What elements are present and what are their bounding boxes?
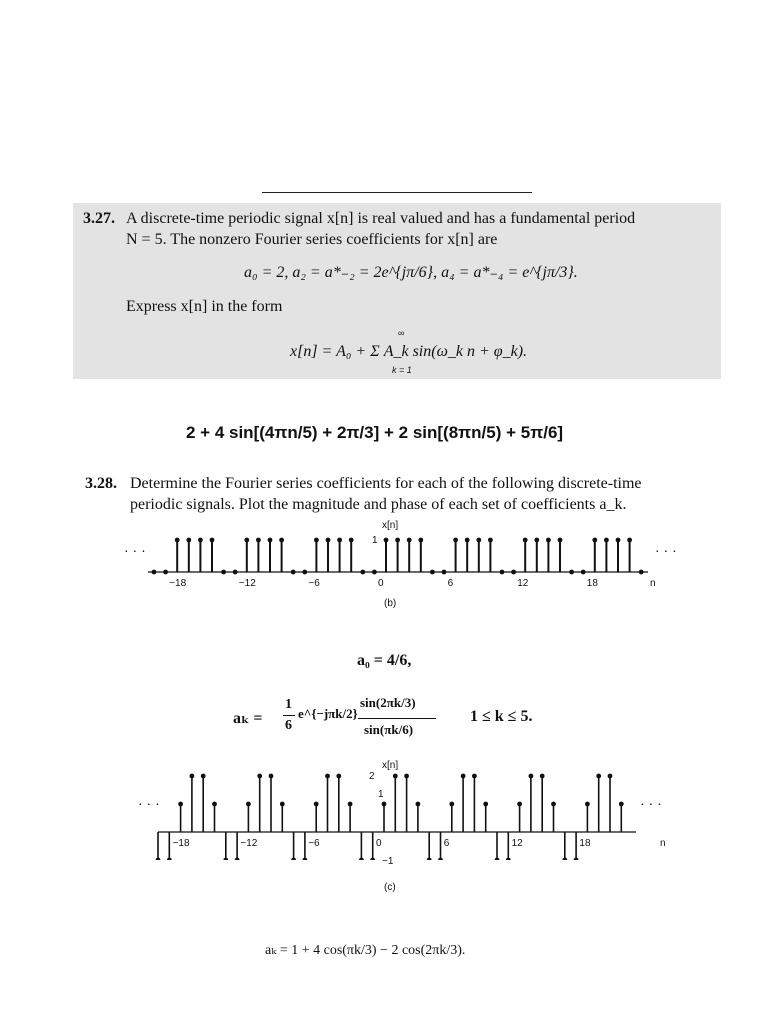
answer-b-sin-den: sin(πk/6) xyxy=(364,722,414,737)
plot-c-tick-label: 12 xyxy=(511,838,523,849)
plot-b-tick-label: 6 xyxy=(447,578,454,589)
plot-c-stem-dot xyxy=(257,774,262,779)
plot-c-stem-dot xyxy=(596,774,601,779)
plot-c-stem-dot xyxy=(449,802,454,807)
plot-c-stem-dot xyxy=(314,802,319,807)
plot-c-tick-label: 6 xyxy=(443,838,450,849)
plot-b-zero-dot xyxy=(372,570,377,575)
plot-c-stem-dot xyxy=(370,858,375,860)
plot-c-stem-dot xyxy=(269,774,274,779)
plot-c-stem-dot xyxy=(190,774,195,779)
plot-c-stem-dot xyxy=(382,802,387,807)
plot-c-stem-dot xyxy=(540,774,545,779)
plot-b-stem-dot xyxy=(384,538,389,543)
problem-3-28-line2: periodic signals. Plot the magnitude and phase of each set of coefficients a_k. xyxy=(130,496,627,513)
plot-b-stem-dot xyxy=(418,538,423,543)
plot-b-ylabel: x[n] xyxy=(382,520,399,531)
plot-b-stem-dot xyxy=(616,538,621,543)
plot-b-stem-dot xyxy=(546,538,551,543)
plot-b-stem-dot xyxy=(476,538,481,543)
sum-upper-limit: ∞ xyxy=(398,328,405,338)
plot-c-tick-label: 0 xyxy=(376,838,382,849)
plot-b-tick-label: 0 xyxy=(378,578,384,589)
plot-c-stem-dot xyxy=(359,858,364,860)
plot-b-tick-label: −6 xyxy=(308,578,320,589)
plot-b-stem-dot xyxy=(558,538,563,543)
plot-c-stem-dot xyxy=(506,858,511,860)
plot-c-stem-dot xyxy=(585,802,590,807)
plot-c-stem-dot xyxy=(416,802,421,807)
plot-c-stem-dot xyxy=(529,774,534,779)
plot-b-stem-dot xyxy=(279,538,284,543)
plot-b-zero-dot xyxy=(360,570,365,575)
plot-c-stem-dot xyxy=(156,858,161,860)
plot-b-tick-label: 18 xyxy=(586,578,598,589)
plot-c-stem-dot xyxy=(201,774,206,779)
answer-b-frac-bar xyxy=(283,715,295,716)
plot-b-level-1-label: 1 xyxy=(372,535,378,546)
plot-b-stem-dot xyxy=(349,538,354,543)
answer-3-27: 2 + 4 sin[(4πn/5) + 2π/3] + 2 sin[(8πn/5) + 5π/6] xyxy=(186,423,564,442)
coefficients-equation: a₀ = 2, a₂ = a*₋₂ = 2e^{jπ/6}, a₄ = a*₋₄ = e^{jπ/3}. xyxy=(244,264,578,281)
plot-c-stem-dot xyxy=(393,774,398,779)
stem-plot-b xyxy=(0,520,768,610)
plot-c-level-2-label: 2 xyxy=(369,771,375,782)
plot-c-stem-dot xyxy=(291,858,296,860)
plot-c-stem-dot xyxy=(336,774,341,779)
plot-b-stem-dot xyxy=(186,538,191,543)
plot-b-stem-dot xyxy=(534,538,539,543)
plot-c-stem-dot xyxy=(223,858,228,860)
plot-b-zero-dot xyxy=(152,570,157,575)
plot-c-level-neg1-label: −1 xyxy=(382,856,394,867)
problem-3-28-line1: Determine the Fourier series coefficients for each of the following discrete-time xyxy=(130,475,642,492)
plot-c-stem-dot xyxy=(438,858,443,860)
plot-b-stem-dot xyxy=(604,538,609,543)
plot-b-zero-dot xyxy=(500,570,505,575)
problem-number-3-28: 3.28. xyxy=(85,475,117,492)
plot-c-stem-dot xyxy=(483,802,488,807)
plot-c-stem-dot xyxy=(167,858,172,860)
plot-b-stem-dot xyxy=(592,538,597,543)
plot-b-stem-dot xyxy=(244,538,249,543)
answer-b-ak-lhs: aₖ = xyxy=(233,710,263,727)
plot-c-stem-dot xyxy=(212,802,217,807)
plot-c-tick-label: −6 xyxy=(308,838,320,849)
separator-rule xyxy=(262,192,532,193)
plot-c-tick-label: −12 xyxy=(240,838,258,849)
plot-c-stem-dot xyxy=(246,802,251,807)
plot-c-stem-dot xyxy=(404,774,409,779)
plot-c-stem-dot xyxy=(280,802,285,807)
plot-b-stem-dot xyxy=(198,538,203,543)
plot-c-caption: (c) xyxy=(384,882,396,893)
answer-b-exponential: e^{−jπk/2} xyxy=(298,706,358,721)
plot-b-stem-dot xyxy=(314,538,319,543)
plot-b-stem-dot xyxy=(488,538,493,543)
plot-c-stem-dot xyxy=(427,858,432,860)
plot-b-stem-dot xyxy=(523,538,528,543)
plot-c-stem-dot xyxy=(303,858,308,860)
plot-c-stem-dot xyxy=(472,774,477,779)
plot-c-ylabel: x[n] xyxy=(382,760,399,771)
plot-c-tick-label: −18 xyxy=(172,838,190,849)
plot-b-stem-dot xyxy=(337,538,342,543)
plot-b-stem-dot xyxy=(326,538,331,543)
plot-b-stem-dot xyxy=(210,538,215,543)
plot-b-stem-dot xyxy=(465,538,470,543)
sum-lower-limit: k = 1 xyxy=(392,365,412,375)
plot-c-stem-dot xyxy=(619,802,624,807)
plot-b-stem-dot xyxy=(395,538,400,543)
plot-c-stem-dot xyxy=(495,858,500,860)
plot-b-xlabel: n xyxy=(650,578,656,589)
plot-b-tick-label: 12 xyxy=(517,578,529,589)
plot-b-zero-dot xyxy=(442,570,447,575)
plot-b-zero-dot xyxy=(302,570,307,575)
form-equation: x[n] = A₀ + Σ A_k sin(ω_k n + φ_k). xyxy=(290,343,528,360)
answer-b-a0: a₀ = 4/6, xyxy=(357,652,412,669)
plot-b-stem-dot xyxy=(407,538,412,543)
plot-b-caption: (b) xyxy=(384,598,397,609)
plot-c-left-ellipsis: · · · xyxy=(138,795,160,811)
plot-b-tick-label: −12 xyxy=(238,578,256,589)
plot-c-stem-dot xyxy=(551,802,556,807)
plot-c-stem-dot xyxy=(325,774,330,779)
problem-3-27-line1: A discrete-time periodic signal x[n] is real valued and has a fundamental period xyxy=(126,210,636,227)
plot-b-zero-dot xyxy=(581,570,586,575)
plot-b-zero-dot xyxy=(163,570,168,575)
express-instruction: Express x[n] in the form xyxy=(126,298,283,315)
plot-b-stem-dot xyxy=(256,538,261,543)
plot-c-stem-dot xyxy=(235,858,240,860)
answer-b-range: 1 ≤ k ≤ 5. xyxy=(470,708,533,725)
plot-c-stem-dot xyxy=(517,802,522,807)
plot-b-stem-dot xyxy=(175,538,180,543)
plot-b-stem-dot xyxy=(268,538,273,543)
plot-b-right-ellipsis: · · · xyxy=(655,542,677,558)
answer-b-sin-num: sin(2πk/3) xyxy=(360,695,416,710)
plot-b-stem-dot xyxy=(453,538,458,543)
plot-b-stem-dot xyxy=(627,538,632,543)
plot-c-xlabel: n xyxy=(660,838,666,849)
plot-b-zero-dot xyxy=(569,570,574,575)
answer-b-sin-bar xyxy=(358,718,436,719)
plot-c-stem-dot xyxy=(178,802,183,807)
plot-b-zero-dot xyxy=(233,570,238,575)
plot-b-left-ellipsis: · · · xyxy=(124,542,146,558)
problem-3-27-line2: N = 5. The nonzero Fourier series coefficients for x[n] are xyxy=(126,231,498,248)
plot-c-right-ellipsis: · · · xyxy=(640,795,662,811)
plot-b-tick-label: −18 xyxy=(169,578,187,589)
answer-b-frac-den: 6 xyxy=(285,718,292,733)
plot-c-level-1-label: 1 xyxy=(378,789,384,800)
plot-b-zero-dot xyxy=(511,570,516,575)
plot-c-stem-dot xyxy=(562,858,567,860)
plot-b-zero-dot xyxy=(291,570,296,575)
plot-c-stem-dot xyxy=(574,858,579,860)
plot-b-zero-dot xyxy=(430,570,435,575)
answer-c: aₖ = 1 + 4 cos(πk/3) − 2 cos(2πk/3). xyxy=(265,943,466,958)
plot-c-stem-dot xyxy=(608,774,613,779)
problem-number-3-27: 3.27. xyxy=(83,210,115,227)
plot-b-zero-dot xyxy=(221,570,226,575)
plot-b-zero-dot xyxy=(639,570,644,575)
answer-b-frac-num: 1 xyxy=(285,697,292,712)
plot-c-tick-label: 18 xyxy=(579,838,591,849)
plot-c-stem-dot xyxy=(348,802,353,807)
plot-c-stem-dot xyxy=(461,774,466,779)
